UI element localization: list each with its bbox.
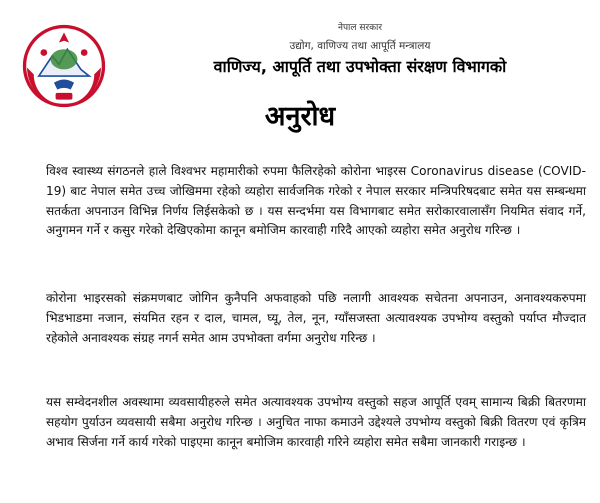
- notice-title: अनुरोध: [264, 101, 336, 132]
- notice-paragraph-1: विश्व स्वास्थ्य संगठनले हाले विश्वभर महामारीको रुपमा फैलिरहेको कोरोना भाइरस Coronavirus disease (COVID-19) बाट नेपाल समेत उच्च जोखिममा रहेको व्यहोरा सार्वजनिक गरेको र नेपाल सरकार मन्त्रिपरिषदबाट समेत यस सम्बन्धमा सतर्कता अपनाउन विभिन्न निर्णय लिईसकेको छ । यस सन्दर्भमा यस विभागबाट समेत सरोकारवालासँग नियमित संवाद गर्ने, अनुगमन गर्ने र कसुर गरेको देखिएकोमा कानून बमोजिम कारवाही गरिदै आएको व्यहोरा समेत अनुरोध गरिन्छ ।: [46, 164, 586, 238]
- government-name: नेपाल सरकार: [337, 23, 383, 33]
- department-name: वाणिज्य, आपूर्ति तथा उपभोक्ता संरक्षण विभागको: [213, 57, 507, 76]
- ministry-name: उद्योग, वाणिज्य तथा आपूर्ति मन्त्रालय: [289, 40, 431, 52]
- notice-paragraph-3: यस सम्वेदनशील अवस्थामा व्यवसायीहरुले समेत अत्यावश्यक उपभोग्य वस्तुको सहज आपूर्ति एवम् सामान्य बिक्री बितरणमा सहयोग पुर्याउन व्यवसायी सबैमा अनुरोध गरिन्छ । अनुचित नाफा कमाउने उद्देश्यले उपभोग्य वस्तुको बिक्री वितरण एवं कृत्रिम अभाव सिर्जना गर्ने कार्य गरेको पाइएमा कानून बमोजिम कारवाही गरिने व्यहोरा समेत सबैमा जानकारी गराइन्छ ।: [46, 395, 586, 449]
- notice-paragraph-2: कोरोना भाइरसको संक्रमणबाट जोगिन कुनैपनि अफवाहको पछि नलागी आवश्यक सचेतना अपनाउन, अनावश्यकरुपमा भिडभाडमा नजान, संयमित रहन र दाल, चामल, घ्यू, तेल, नून, ग्याँसजस्ता अत्यावश्यक उपभोग्य वस्तुको पर्याप्त मौज्दात रहेकोले अनावश्यक संग्रह नगर्न समेत आम उपभोक्ता वर्गमा अनुरोध गरिन्छ ।: [46, 291, 586, 345]
